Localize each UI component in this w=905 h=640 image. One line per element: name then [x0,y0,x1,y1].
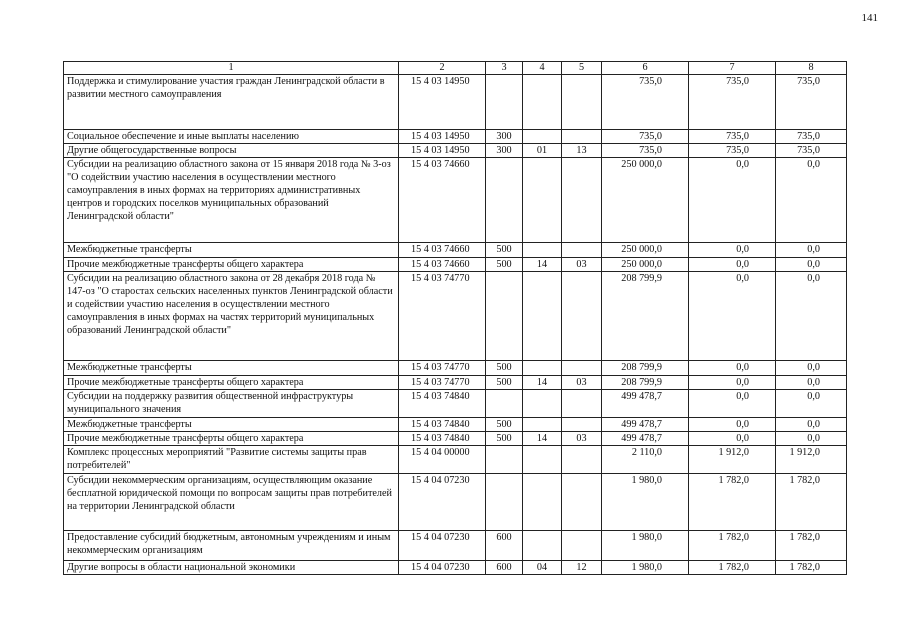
row-amount-2024-cell: 1 980,0 [602,474,689,531]
row-rz-cell [523,446,562,474]
row-amount-2026-cell: 0,0 [776,361,847,376]
row-rz-cell [523,243,562,258]
row-amount-2025-cell: 0,0 [689,243,776,258]
row-vr-cell: 500 [486,258,523,272]
row-rz-cell [523,531,562,561]
row-amount-2026-cell: 735,0 [776,144,847,158]
row-code-cell: 15 4 03 14950 [399,130,486,144]
row-rz-cell: 01 [523,144,562,158]
row-name-cell: Другие общегосударственные вопросы [64,144,399,158]
row-name-cell: Субсидии на реализацию областного закона от 15 января 2018 года № 3-оз "О содействии участию населения в осуществлении местного самоуправления в иных формах на территориях административных центров и городских поселков муниципальных образований Ленинградской области" [64,158,399,243]
row-name-cell: Межбюджетные трансферты [64,418,399,432]
row-vr-cell: 500 [486,243,523,258]
table-row [64,390,847,418]
row-name-cell: Поддержка и стимулирование участия граждан Ленинградской области в развитии местного самоуправления [64,75,399,130]
row-amount-2026-cell: 0,0 [776,158,847,243]
row-code-cell: 15 4 03 14950 [399,75,486,130]
row-rz-cell [523,272,562,361]
row-vr-cell: 500 [486,432,523,446]
row-amount-2024-cell: 735,0 [602,144,689,158]
row-amount-2026-cell: 1 782,0 [776,561,847,575]
row-amount-2026-cell: 735,0 [776,75,847,130]
row-rz-cell [523,75,562,130]
row-amount-2024-cell: 1 980,0 [602,531,689,561]
row-pr-cell: 12 [562,561,602,575]
row-amount-2025-cell: 0,0 [689,361,776,376]
row-rz-cell: 14 [523,432,562,446]
row-amount-2026-cell: 0,0 [776,376,847,390]
row-rz-cell [523,418,562,432]
row-amount-2024-cell: 735,0 [602,130,689,144]
page-number: 141 [861,12,878,24]
row-rz-cell: 14 [523,258,562,272]
row-amount-2024-cell: 250 000,0 [602,243,689,258]
column-header: 4 [523,62,562,75]
row-amount-2025-cell: 0,0 [689,272,776,361]
row-rz-cell: 04 [523,561,562,575]
row-amount-2025-cell: 735,0 [689,75,776,130]
row-amount-2024-cell: 208 799,9 [602,376,689,390]
row-name-cell: Прочие межбюджетные трансферты общего характера [64,376,399,390]
row-name-cell: Социальное обеспечение и иные выплаты населению [64,130,399,144]
row-amount-2024-cell: 250 000,0 [602,258,689,272]
row-pr-cell [562,474,602,531]
row-pr-cell [562,130,602,144]
column-header: 3 [486,62,523,75]
row-amount-2024-cell: 2 110,0 [602,446,689,474]
table-row [64,258,847,272]
row-code-cell: 15 4 04 07230 [399,531,486,561]
row-amount-2024-cell: 499 478,7 [602,418,689,432]
row-pr-cell: 03 [562,376,602,390]
row-pr-cell: 03 [562,432,602,446]
row-vr-cell: 300 [486,144,523,158]
row-pr-cell: 03 [562,258,602,272]
row-vr-cell: 600 [486,531,523,561]
row-vr-cell: 600 [486,561,523,575]
row-rz-cell: 14 [523,376,562,390]
row-amount-2026-cell: 1 782,0 [776,531,847,561]
row-name-cell: Другие вопросы в области национальной экономики [64,561,399,575]
row-rz-cell [523,130,562,144]
row-amount-2024-cell: 250 000,0 [602,158,689,243]
row-name-cell: Субсидии на реализацию областного закона от 28 декабря 2018 года № 147-оз "О старостах сельских населенных пунктов Ленинградской области и содействии участию населения в осуществлении местного самоуправления в иных формах на частях территорий муниципальных образований Ленинградской области" [64,272,399,361]
row-amount-2026-cell: 0,0 [776,418,847,432]
row-code-cell: 15 4 03 14950 [399,144,486,158]
row-pr-cell [562,390,602,418]
row-name-cell: Субсидии некоммерческим организациям, осуществляющим оказание бесплатной юридической помощи по вопросам защиты прав потребителей на территории Ленинградской области [64,474,399,531]
row-code-cell: 15 4 04 07230 [399,561,486,575]
row-name-cell: Межбюджетные трансферты [64,243,399,258]
row-vr-cell [486,272,523,361]
row-name-cell: Субсидии на поддержку развития общественной инфраструктуры муниципального значения [64,390,399,418]
table-row [64,243,847,258]
row-name-cell: Прочие межбюджетные трансферты общего характера [64,258,399,272]
row-amount-2025-cell: 0,0 [689,258,776,272]
row-amount-2026-cell: 735,0 [776,130,847,144]
table-row [64,561,847,575]
row-code-cell: 15 4 04 00000 [399,446,486,474]
table-row [64,272,847,361]
table-row [64,418,847,432]
table-row [64,474,847,531]
row-code-cell: 15 4 03 74660 [399,258,486,272]
row-code-cell: 15 4 03 74660 [399,243,486,258]
row-name-cell: Межбюджетные трансферты [64,361,399,376]
row-code-cell: 15 4 03 74840 [399,418,486,432]
row-amount-2026-cell: 0,0 [776,258,847,272]
table-row [64,144,847,158]
row-amount-2025-cell: 735,0 [689,130,776,144]
row-amount-2026-cell: 0,0 [776,432,847,446]
row-amount-2026-cell: 1 782,0 [776,474,847,531]
column-header: 7 [689,62,776,75]
row-pr-cell [562,158,602,243]
row-amount-2025-cell: 0,0 [689,418,776,432]
row-vr-cell: 500 [486,376,523,390]
row-pr-cell [562,531,602,561]
row-vr-cell [486,474,523,531]
row-amount-2025-cell: 735,0 [689,144,776,158]
row-amount-2025-cell: 1 912,0 [689,446,776,474]
row-code-cell: 15 4 03 74770 [399,272,486,361]
column-header: 5 [562,62,602,75]
row-vr-cell [486,446,523,474]
budget-table [63,61,847,575]
row-pr-cell [562,75,602,130]
row-code-cell: 15 4 03 74770 [399,376,486,390]
row-pr-cell [562,272,602,361]
row-amount-2025-cell: 0,0 [689,376,776,390]
row-amount-2026-cell: 0,0 [776,243,847,258]
row-pr-cell [562,243,602,258]
row-code-cell: 15 4 03 74660 [399,158,486,243]
table-row [64,130,847,144]
row-name-cell: Комплекс процессных мероприятий "Развитие системы защиты прав потребителей" [64,446,399,474]
row-rz-cell [523,361,562,376]
row-amount-2024-cell: 208 799,9 [602,272,689,361]
row-amount-2025-cell: 1 782,0 [689,474,776,531]
row-vr-cell [486,158,523,243]
row-amount-2024-cell: 208 799,9 [602,361,689,376]
row-amount-2025-cell: 0,0 [689,390,776,418]
row-pr-cell [562,446,602,474]
row-amount-2025-cell: 1 782,0 [689,531,776,561]
table-row [64,75,847,130]
row-pr-cell [562,418,602,432]
column-header: 2 [399,62,486,75]
row-amount-2025-cell: 0,0 [689,432,776,446]
row-amount-2025-cell: 0,0 [689,158,776,243]
row-amount-2024-cell: 499 478,7 [602,390,689,418]
row-amount-2024-cell: 1 980,0 [602,561,689,575]
row-amount-2024-cell: 499 478,7 [602,432,689,446]
column-header: 6 [602,62,689,75]
header-row [64,62,847,75]
row-vr-cell: 500 [486,418,523,432]
row-vr-cell: 300 [486,130,523,144]
row-pr-cell: 13 [562,144,602,158]
row-code-cell: 15 4 03 74840 [399,432,486,446]
row-amount-2024-cell: 735,0 [602,75,689,130]
table-row [64,531,847,561]
table-row [64,158,847,243]
row-rz-cell [523,474,562,531]
row-rz-cell [523,390,562,418]
row-amount-2026-cell: 0,0 [776,390,847,418]
row-amount-2026-cell: 1 912,0 [776,446,847,474]
row-code-cell: 15 4 04 07230 [399,474,486,531]
row-code-cell: 15 4 03 74840 [399,390,486,418]
row-amount-2025-cell: 1 782,0 [689,561,776,575]
table-row [64,446,847,474]
row-name-cell: Предоставление субсидий бюджетным, автономным учреждениям и иным некоммерческим организациям [64,531,399,561]
row-code-cell: 15 4 03 74770 [399,361,486,376]
table-row [64,432,847,446]
table-row [64,361,847,376]
column-header: 1 [64,62,399,75]
row-vr-cell: 500 [486,361,523,376]
row-name-cell: Прочие межбюджетные трансферты общего характера [64,432,399,446]
column-header: 8 [776,62,847,75]
row-pr-cell [562,361,602,376]
table-row [64,376,847,390]
row-rz-cell [523,158,562,243]
row-vr-cell [486,390,523,418]
row-vr-cell [486,75,523,130]
row-amount-2026-cell: 0,0 [776,272,847,361]
